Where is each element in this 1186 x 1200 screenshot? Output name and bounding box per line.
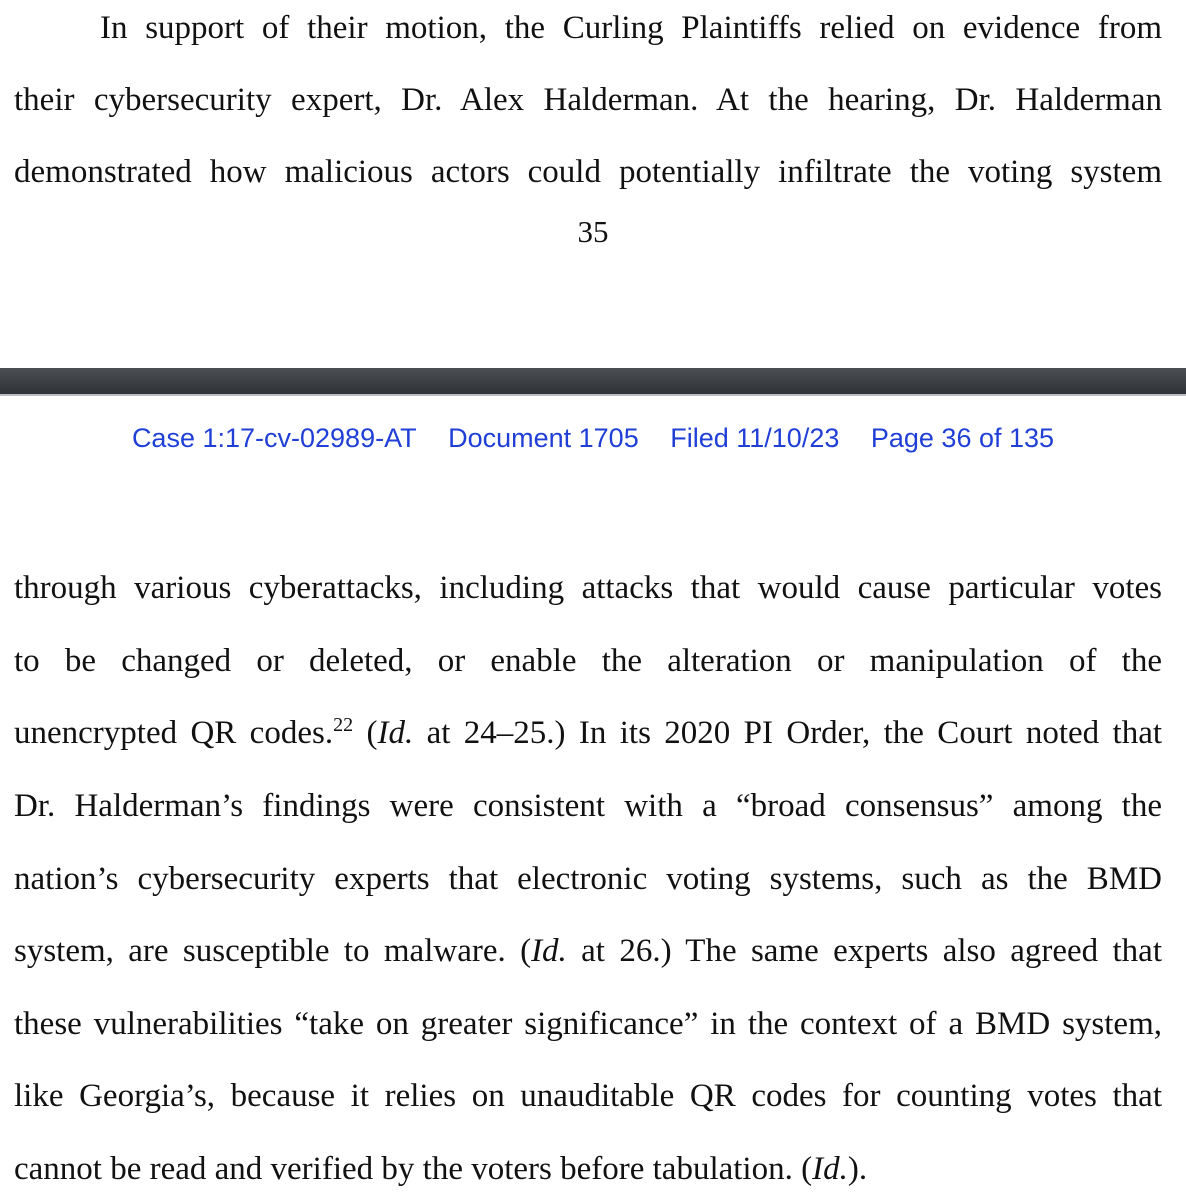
text-line: to be changed or deleted, or enable the alteration or manipulation of the [14,643,1162,679]
page-indicator: Page 36 of 135 [870,423,1055,453]
text-fragment: unencrypted QR codes. [14,715,334,751]
text-line: Dr. Halderman’s findings were consistent with a “broad consensus” among the [14,788,1162,824]
text-line: In support of their motion, the Curling Plaintiffs relied on evidence from [100,10,1162,46]
text-fragment: ( [353,715,378,751]
citation-id: Id. [531,933,567,969]
page-divider [0,368,1186,396]
text-fragment: at 24–25.) In its 2020 PI Order, the Court noted that [413,715,1163,751]
case-number: Case 1:17-cv-02989-AT [131,423,417,453]
text-fragment: at 26.) The same experts also agreed that [566,933,1162,969]
text-line [14,931,1162,971]
text-line: like Georgia’s, because it relies on unauditable QR codes for counting votes that [14,1078,1162,1114]
case-header [0,420,1186,456]
text-fragment: system, are susceptible to malware. ( [14,933,532,969]
text-line: their cybersecurity expert, Dr. Alex Halderman. At the hearing, Dr. Halderman [14,82,1162,118]
filed-date: Filed 11/10/23 [670,423,840,453]
previous-page-bottom [0,0,1186,368]
citation-id: Id. [377,715,414,751]
citation-id: Id. [812,1151,848,1187]
text-line [14,713,1162,753]
text-fragment: ). [847,1151,868,1187]
text-line: demonstrated how malicious actors could potentially infiltrate the voting system [14,154,1162,190]
text-line: through various cyberattacks, including attacks that would cause particular votes [14,570,1162,606]
page-number: 35 [577,214,609,249]
text-fragment: cannot be read and verified by the voters before tabulation. ( [14,1151,813,1187]
text-line [14,1149,1162,1189]
document-number: Document 1705 [448,423,639,453]
text-line: nation’s cybersecurity experts that electronic voting systems, such as the BMD [14,861,1162,897]
text-line: these vulnerabilities “take on greater significance” in the context of a BMD system, [14,1006,1162,1042]
footnote-reference: 22 [333,714,354,736]
